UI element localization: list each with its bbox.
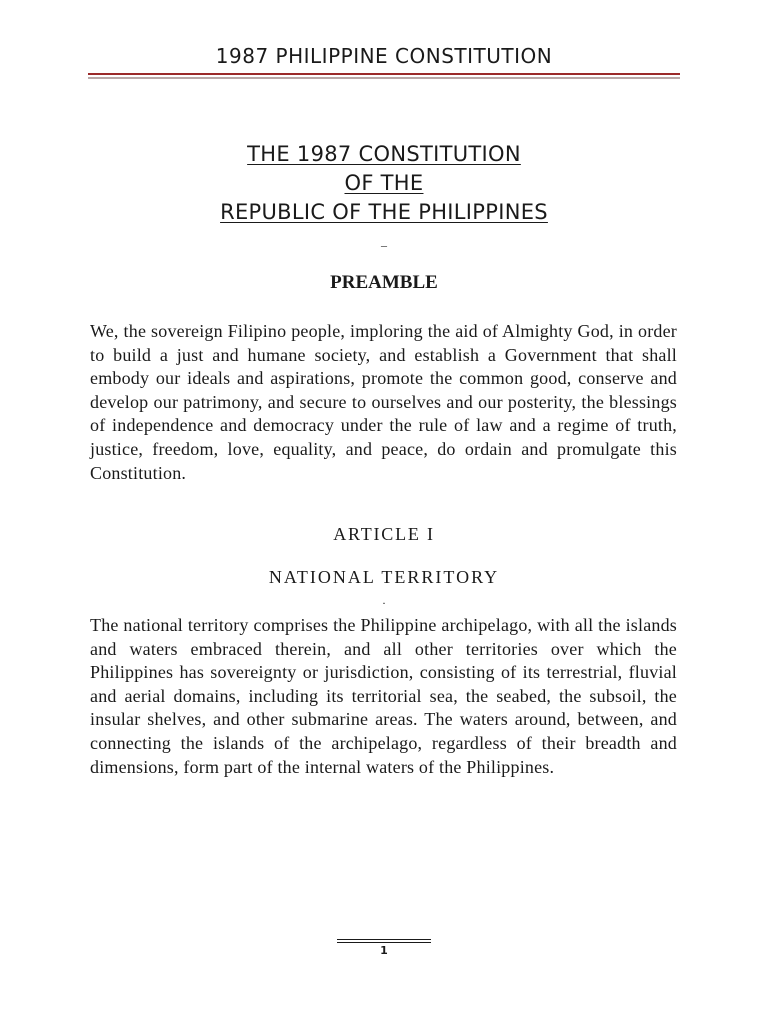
title-line-1: THE 1987 CONSTITUTION: [247, 142, 521, 166]
title-line-3: REPUBLIC OF THE PHILIPPINES: [220, 200, 548, 224]
preamble-heading: PREAMBLE: [330, 272, 438, 293]
page-number: 1: [380, 944, 388, 957]
preamble-paragraph: We, the sovereign Filipino people, imploring the aid of Almighty God, in order to build a just and humane society, and establish a Government that shall embody our ideals and aspirations, promote the common good, conserve and develop our patrimony, and secure to ourselves and our posterity, the blessings of independence and democracy under the rule of law and a regime of truth, justice, freedom, love, equality, and peace, do ordain and promulgate this Constitution.: [90, 321, 677, 483]
running-header: 1987 PHILIPPINE CONSTITUTION: [215, 44, 553, 68]
footer-rule: [337, 939, 431, 940]
article-heading: NATIONAL TERRITORY: [268, 567, 500, 587]
national-territory-paragraph: The national territory comprises the Philippine archipelago, with all the islands and waters embraced therein, and all other territories over which the Philippines has sovereignty or jurisdiction, consisting of its terrestrial, fluvial and aerial domains, including its territorial sea, the seabed, the subsoil, the insular shelves, and other submarine areas. The waters around, between, and connecting the islands of the archipelago, regardless of their breadth and dimensions, form part of the internal waters of the Philippines.: [90, 615, 677, 777]
footer-rule-lower: [337, 942, 431, 943]
header-rule-shadow: [88, 77, 680, 79]
document-title: [0, 140, 768, 227]
title-line-2: OF THE: [344, 171, 424, 195]
title-separator: –: [381, 238, 387, 252]
header-rule: [88, 73, 680, 75]
article-separator: .: [382, 593, 386, 607]
article-number: ARTICLE I: [333, 524, 435, 544]
